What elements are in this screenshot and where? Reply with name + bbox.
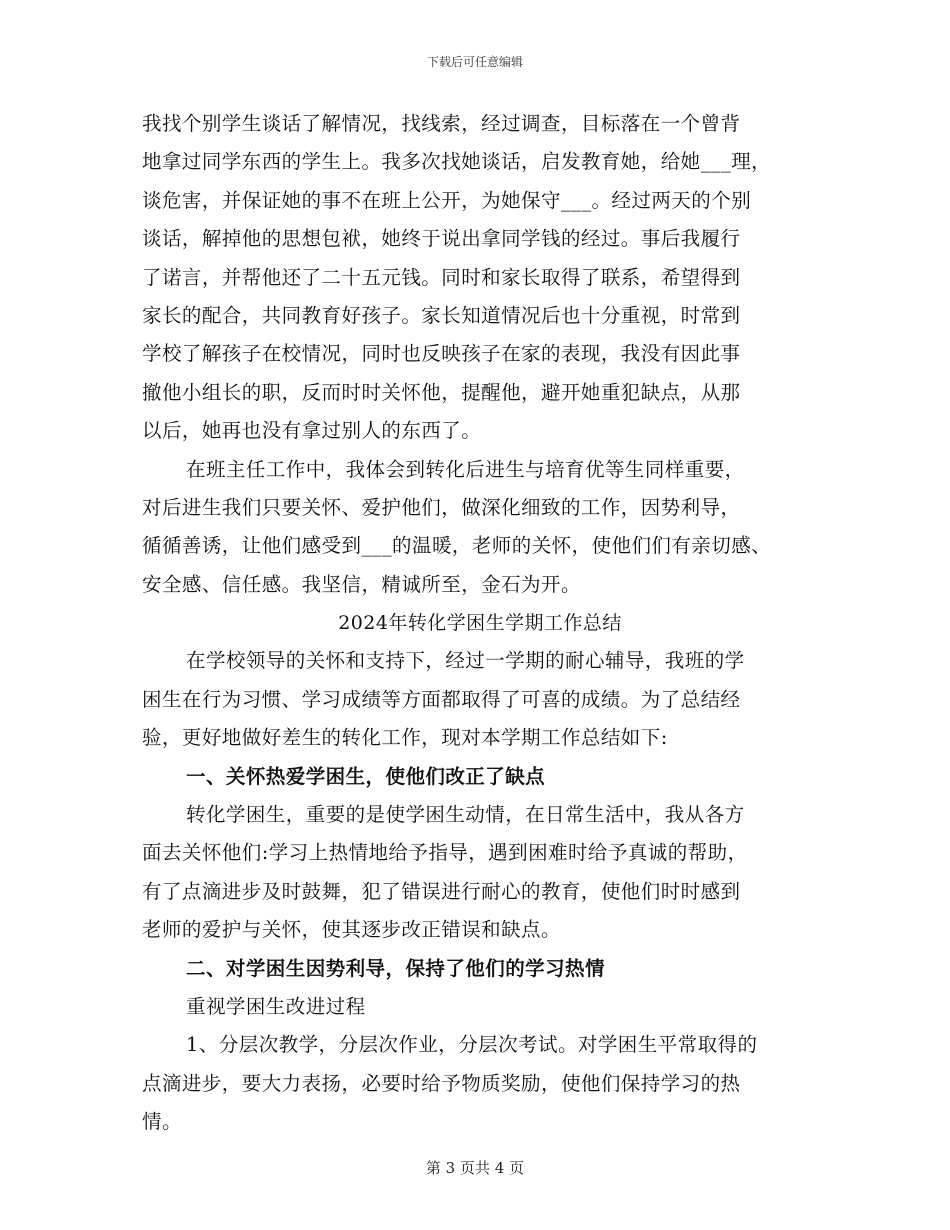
- text-line: 困生在行为习惯、学习成绩等方面都取得了可喜的成绩。为了总结经: [142, 687, 741, 711]
- text-line: 验，更好地做好差生的转化工作，现对本学期工作总结如下:: [142, 726, 668, 750]
- paragraph-start: 转化学困生，重要的是使学困生动情，在日常生活中，我从各方: [186, 803, 745, 827]
- text-line: 学校了解孩子在校情况，同时也反映孩子在家的表现，我没有因此事: [142, 342, 741, 366]
- heading-two: 二、对学困生因势利导，保持了他们的学习热情: [186, 956, 605, 980]
- paragraph-start: 1、分层次教学，分层次作业，分层次考试。对学困生平常取得的: [186, 1033, 758, 1057]
- text-line: 以后，她再也没有拿过别人的东西了。: [142, 419, 482, 443]
- text-line: 撤他小组长的职，反而时时关怀他，提醒他，避开她重犯缺点，从那: [142, 380, 741, 404]
- heading-one: 一、关怀热爱学困生，使他们改正了缺点: [186, 764, 546, 788]
- text-line: 老师的爱护与关怀，使其逐步改正错误和缺点。: [142, 918, 561, 942]
- text-line: 谈话，解掉他的思想包袱，她终于说出拿同学钱的经过。事后我履行: [142, 227, 741, 251]
- text-line: 地拿过同学东西的学生上。我多次找她谈话，启发教育她，给她___理，: [142, 150, 772, 174]
- section-title: 2024年转化学困生学期工作总结: [338, 612, 622, 635]
- text-line: 循循善诱，让他们感受到___的温暖，老师的关怀，使他们们有亲切感、: [142, 534, 772, 558]
- text-line: 有了点滴进步及时鼓舞，犯了错误进行耐心的教育，使他们时时感到: [142, 879, 741, 903]
- text-line: 面去关怀他们:学习上热情地给予指导，遇到困难时给予真诚的帮助，: [142, 841, 748, 865]
- text-line: 情。: [142, 1110, 182, 1134]
- text-line: 谈危害，并保证她的事不在班上公开，为她保守___。经过两天的个别: [142, 188, 752, 212]
- page-header: 下载后可任意编辑: [426, 55, 523, 69]
- text-line: 对后进生我们只要关怀、爱护他们，做深化细致的工作，因势利导，: [142, 495, 741, 519]
- paragraph-start: 在学校领导的关怀和支持下，经过一学期的耐心辅导，我班的学: [186, 649, 745, 673]
- text-line: 安全感、信任感。我坚信，精诚所至，金石为开。: [142, 572, 581, 596]
- text-line: 我找个别学生谈话了解情况，找线索，经过调查，目标落在一个曾背: [142, 112, 741, 135]
- text-line: 家长的配合，共同教育好孩子。家长知道情况后也十分重视，时常到: [142, 303, 741, 327]
- document-body: [142, 105, 818, 1142]
- text-line: 点滴进步，要大力表扬，必要时给予物质奖励，使他们保持学习的热: [142, 1071, 741, 1095]
- page-footer: 第 3 页共 4 页: [425, 1159, 525, 1177]
- subheading: 重视学困生改进过程: [186, 994, 366, 1018]
- text-line: 了诺言，并帮他还了二十五元钱。同时和家长取得了联系，希望得到: [142, 265, 741, 289]
- paragraph-start: 在班主任工作中，我体会到转化后进生与培育优等生同样重要，: [186, 457, 745, 481]
